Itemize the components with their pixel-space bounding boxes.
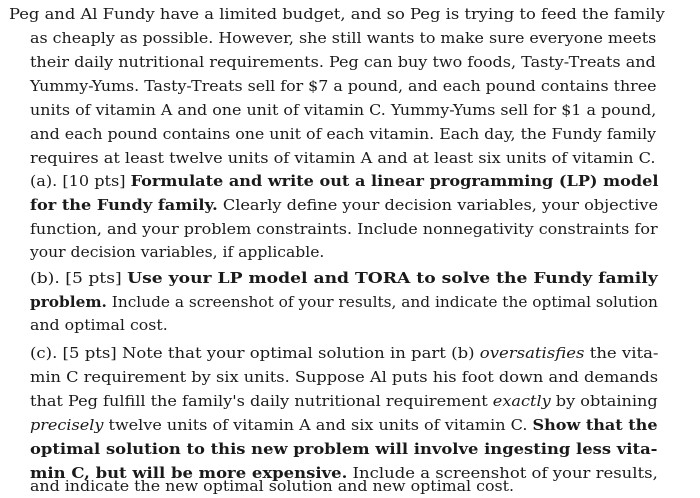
part-c-emphasis: oversatisfies xyxy=(479,344,585,362)
part-a-line-1 xyxy=(30,169,658,193)
part-c-emphasis: exactly xyxy=(492,392,551,410)
part-c-emphasis: precisely xyxy=(30,416,104,434)
part-a-task-heading: Formulate and write out a linear programming (LP) model xyxy=(130,172,659,190)
intro-line-3: their daily nutritional requirements. Peg can buy two foods, Tasty-Treats and xyxy=(30,53,656,71)
part-b-task-heading: Use your LP model and TORA to solve the Fundy family xyxy=(127,269,658,287)
part-b-line-2 xyxy=(30,290,658,314)
part-c-line-1 xyxy=(30,341,659,365)
intro-line-5: units of vitamin A and one unit of vitamin C. Yummy-Yums sell for $1 a pound, xyxy=(30,101,657,119)
part-c-task-heading-cont: optimal solution to this new problem will involve ingesting less vita- xyxy=(30,440,658,458)
part-c-text: by obtaining xyxy=(550,392,658,410)
part-c-text: (c). [5 pts] Note that your optimal solution in part (b) xyxy=(30,344,480,362)
intro-line-1: Peg and Al Fundy have a limited budget, and so Peg is trying to feed the family xyxy=(9,5,665,23)
part-b-task-heading-cont: problem. xyxy=(30,293,107,311)
part-c-text: the vita- xyxy=(584,344,659,362)
intro-line-7: requires at least twelve units of vitamin A and at least six units of vitamin C. xyxy=(30,149,656,167)
intro-line-6: and each pound contains one unit of each vitamin. Each day, the Fundy family xyxy=(30,125,657,143)
intro-line-4: Yummy-Yums. Tasty-Treats sell for $7 a pound, and each pound contains three xyxy=(30,77,657,95)
part-b-line-1 xyxy=(30,266,658,290)
part-b-text: Include a screenshot of your results, and indicate the optimal solution xyxy=(106,293,658,311)
part-c-line-5 xyxy=(30,437,657,461)
part-a-task-heading-cont: for the Fundy family. xyxy=(30,196,218,214)
part-c-line-7: and indicate the new optimal solution and new optimal cost. xyxy=(30,477,514,495)
part-b-line-3: and optimal cost. xyxy=(30,316,168,334)
part-a-line-3: function, and your problem constraints. Include nonnegativity constraints for xyxy=(30,220,658,238)
part-a-line-4: your decision variables, if applicable. xyxy=(30,243,325,261)
part-c-task-heading-cont: min C, but will be more expensive. xyxy=(30,464,348,482)
part-c-text: that Peg fulfill the family's daily nutritional requirement xyxy=(30,392,493,410)
part-a-line-2 xyxy=(30,193,658,217)
part-c-line-3 xyxy=(30,389,658,413)
part-c-line-4 xyxy=(30,413,658,437)
part-c-line-2: min C requirement by six units. Suppose Al puts his foot down and demands xyxy=(30,368,659,386)
part-c-text: twelve units of vitamin A and six units of vitamin C. xyxy=(103,416,533,434)
intro-line-2: as cheaply as possible. However, she still wants to make sure everyone meets xyxy=(30,29,657,47)
part-c-text: Include a screenshot of your results, xyxy=(347,464,658,482)
part-a-label: (a). [10 pts] xyxy=(30,172,131,190)
part-c-task-heading: Show that the xyxy=(532,416,658,434)
part-a-text: Clearly define your decision variables, your objective xyxy=(217,196,659,214)
part-b-label: (b). [5 pts] xyxy=(30,269,128,287)
